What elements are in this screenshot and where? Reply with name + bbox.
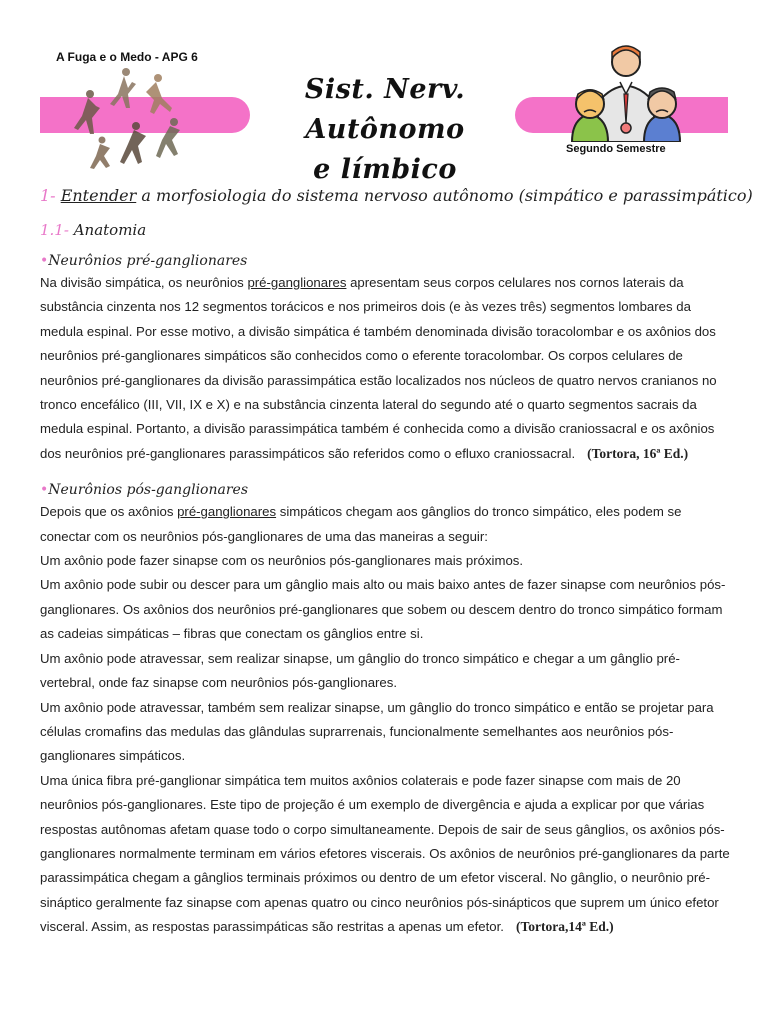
bullet-icon: • <box>40 253 49 269</box>
pre-ganglionic-heading <box>40 253 730 269</box>
page-header <box>0 0 768 185</box>
section-1-1-title: Anatomia <box>68 221 147 239</box>
pre-ganglionic-paragraph <box>40 271 730 466</box>
list-item: Um axônio pode subir ou descer para um gânglio mais alto ou mais baixo antes de fazer sinapse com neurônios pós-ganglionares. Os axônios dos neurônios pré-ganglionares que sobem ou descem dentro do tronco simpático formam as cadeias simpáticas – fibras que conectam os gânglios entre si. <box>40 577 726 642</box>
document-body <box>40 182 753 940</box>
dancing-figures-illustration <box>66 64 192 170</box>
underlined-term: pré-ganglionares <box>177 504 277 520</box>
apg-label: A Fuga e o Medo - APG 6 <box>56 50 198 64</box>
text-run: simpáticos chegam aos gânglios do tronco simpático, eles podem se conectar com os neurônios pós-ganglionares de uma das maneiras a seguir: <box>40 504 682 544</box>
list-item: Um axônio pode atravessar, também sem realizar sinapse, um gânglio do tronco simpático e então se projetar para células cromafins das medulas das glândulas suprarrenais, funcionalmente semelhantes aos neurônios pós-ganglionares simpáticos. <box>40 699 714 764</box>
citation: (Tortora,14ª Ed.) <box>515 919 614 935</box>
title-line-1: Sist. Nerv. Autônomo <box>304 74 466 145</box>
pre-ganglionic-title: Neurônios pré-ganglionares <box>48 253 248 269</box>
doctor-and-patients-icon <box>568 42 684 142</box>
citation: (Tortora, 16ª Ed.) <box>587 445 689 461</box>
title-line-2: e límbico <box>313 154 457 185</box>
bullet-icon: • <box>40 482 49 499</box>
text-run: Uma única fibra pré-ganglionar simpática tem muitos axônios colaterais e pode fazer sinapse com mais de 20 neurônios pós-ganglionares. Este tipo de projeção é um exemplo de divergência e ajuda a explicar por que várias respostas autônomas afetam quase todo o corpo simultaneamente. Depois de sair de seus gânglios, os axônios pós-ganglionares normalmente terminam em vários efetores viscerais. Os axônios de neurônios pré-ganglionares da parte parassimpática chegam a gânglios terminais próximos ou dentro de um efetor visceral. No gânglio, o neurônio pré-sináptico geralmente faz sinapse com apenas quatro ou cinco neurônios pós-sinápticos que suprem um único efetor visceral. Assim, as respostas parassimpáticas são restritas a apenas um efetor. <box>40 772 730 935</box>
post-ganglionic-heading <box>40 482 730 498</box>
semester-label: Segundo Semestre <box>566 143 666 155</box>
underlined-term: pré-ganglionares <box>247 275 347 290</box>
text-run: apresentam seus corpos celulares nos cornos laterais da substância cinzenta nos 12 segmentos torácicos e nos primeiros dois (e às vezes três) segmentos lombares da medula espinal. Por esse motivo, a divisão simpática é também denominada divisão toracolombar e os axônios dos neurônios pré-ganglionares simpáticos são conhecidos como o eferente toracolombar. Os corpos celulares de neurônios pré-ganglionares da divisão parassimpática estão localizados nos núcleos de quatro nervos cranianos no tronco encefálico (III, VII, IX e X) e na substância cinzenta lateral do segundo até o quarto segmentos sacrais da medula espinal. Portanto, a divisão parassimpática também é conhecida como a divisão craniossacral e os axônios dos neurônios pré-ganglionares parassimpáticos são referidos como o efluxo craniossacral. <box>40 275 717 461</box>
section-1-1-number: 1.1- <box>40 221 69 239</box>
section-1-title-underlined: Entender <box>60 186 137 205</box>
text-run: Na divisão simpática, os neurônios <box>40 275 248 290</box>
section-1-heading <box>40 186 753 205</box>
list-item: Um axônio pode fazer sinapse com os neurônios pós-ganglionares mais próximos. <box>40 553 524 569</box>
section-1-1-heading <box>40 221 730 239</box>
list-item: Um axônio pode atravessar, sem realizar sinapse, um gânglio do tronco simpático e chegar a um gânglio pré-vertebral, onde faz sinapse com neurônios pós-ganglionares. <box>40 650 680 691</box>
text-run: Depois que os axônios <box>40 504 178 520</box>
section-1-number: 1- <box>40 186 56 205</box>
spacer <box>40 466 730 482</box>
post-ganglionic-paragraph <box>40 500 730 549</box>
post-ganglionic-title: Neurônios pós-ganglionares <box>48 482 248 499</box>
section-1-title: a morfosiologia do sistema nervoso autônomo (simpático e parassimpático) <box>136 186 753 205</box>
document-title <box>230 70 540 190</box>
divergence-paragraph <box>40 769 730 940</box>
